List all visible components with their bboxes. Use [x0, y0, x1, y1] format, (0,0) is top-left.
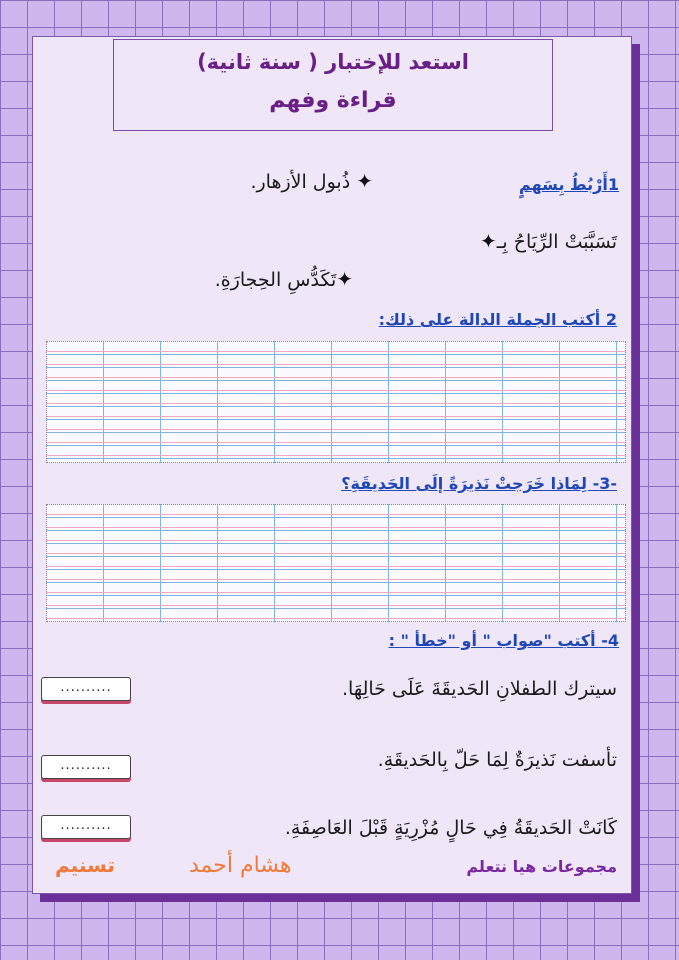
four-point-star-icon: ✦: [480, 229, 497, 253]
footer-tag: تسنيم: [55, 853, 115, 877]
answer-blank-3[interactable]: ..........: [41, 815, 131, 839]
answer-lines-q2[interactable]: [46, 341, 626, 463]
question-4-label: 4- أكتب "صواب " أو "خطأ " :: [388, 631, 619, 650]
match-item-left-1: ✦ ذُبول الأزهار.: [250, 169, 373, 193]
footer-author: هشام أحمد: [189, 853, 292, 878]
true-false-statement-3: كَانَتْ الحَديقَةُ فِي حَالٍ مُزْرِيَةٍ قَبْلَ العَاصِفَةِ.: [284, 817, 617, 839]
worksheet-subtitle: قراءة وفهم: [269, 88, 397, 113]
four-point-star-icon: ✦: [356, 169, 373, 193]
question-2-label: 2 أكتب الجملة الدالة على ذلك:: [378, 310, 617, 329]
footer-group-name: مجموعات هيا نتعلم: [466, 857, 617, 876]
match-item-left-2: ✦تَكَدُّسِ الحِجارَةِ.: [214, 267, 353, 291]
worksheet: [32, 36, 632, 894]
four-point-star-icon: ✦: [336, 267, 353, 291]
answer-blank-1[interactable]: ..........: [41, 677, 131, 701]
question-3-label: -3- لِمَاذا خَرَجتْ نَذيرَةً إلَى الحَديقَةِ؟: [341, 474, 617, 493]
answer-lines-q3[interactable]: [46, 504, 626, 622]
match-item-right: تَسَبَّبَتْ الرِّيَاحُ بِـ✦: [480, 229, 617, 253]
title-box: [113, 39, 553, 131]
answer-blank-2[interactable]: ..........: [41, 755, 131, 779]
true-false-statement-2: تأسفت نَذيرَةٌ لِمَا حَلّ بِالحَديقَةِ.: [377, 749, 617, 771]
question-1-label: 1أَرْبُطُ بِسَهمٍ: [519, 175, 619, 194]
worksheet-title: استعد للإختبار ( سنة ثانية): [197, 50, 469, 74]
true-false-statement-1: سيترك الطفلانِ الحَديقَةَ عَلَى حَالِهَا.: [341, 678, 617, 700]
